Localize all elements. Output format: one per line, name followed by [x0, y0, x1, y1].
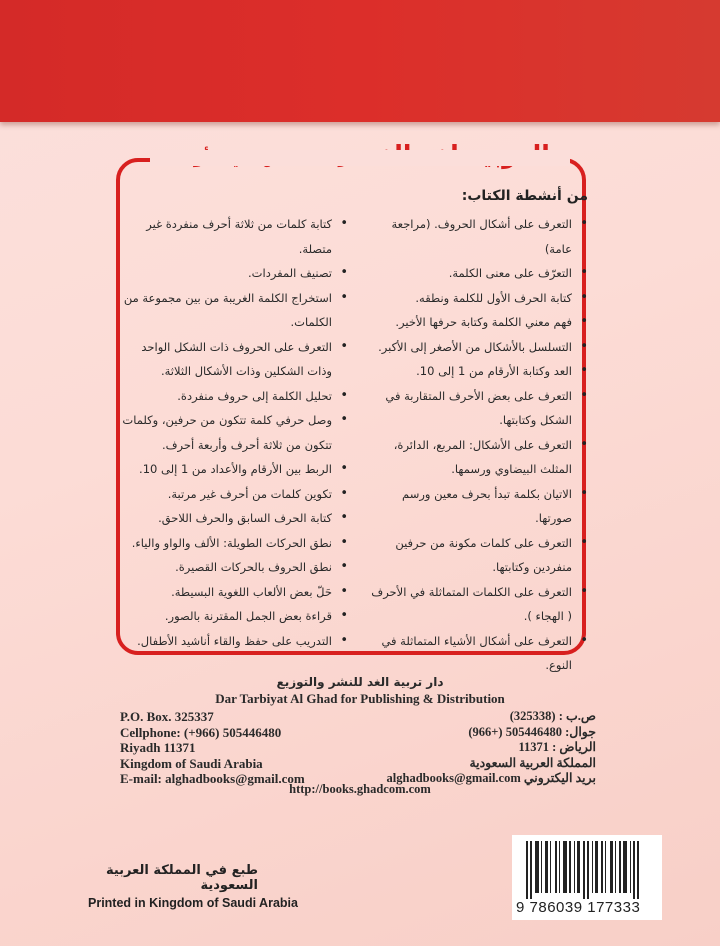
list-item: • الربط بين الأرقام والأعداد من 1 إلى 10.	[122, 457, 348, 482]
publisher-name-en: Dar Tarbiyat Al Ghad for Publishing & Distribution	[215, 691, 505, 706]
cellphone: Cellphone: (+966) 505446480	[120, 724, 282, 740]
list-item: • فهم معني الكلمة وكتابة حرفها الأخير.	[370, 310, 588, 335]
printed-in	[88, 863, 298, 910]
isbn-digits: 9 786039 177333	[516, 899, 641, 916]
list-item: • التعرف على الكلمات المتماثلة في الأحرف ( الهجاء ).	[370, 580, 588, 629]
activities-list-left	[122, 212, 348, 653]
list-item: • التعرف على كلمات مكونة من حرفين منفردين وكتابتها.	[370, 531, 588, 580]
email-ar: بريد اليكتروني alghadbooks@gmail.com	[386, 771, 596, 785]
printed-in-en: Printed in Kingdom of Saudi Arabia	[88, 896, 298, 910]
list-item: • وصل حرفي كلمة تتكون من حرفين، وكلمات تتكون من ثلاثة أحرف وأربعة أحرف.	[122, 408, 348, 457]
po-box-ar: ص.ب : (325338)	[509, 709, 596, 723]
website-url: http://books.ghadcom.com	[289, 782, 431, 796]
country-ar: المملكة العربية السعودية	[469, 755, 596, 770]
list-item: • التعرف على الأشكال: المربع، الدائرة، المثلث البيضاوي ورسمها.	[370, 433, 588, 482]
country: Kingdom of Saudi Arabia	[120, 755, 263, 771]
list-item: • استخراج الكلمة الغريبة من بين مجموعة من الكلمات.	[122, 286, 348, 335]
contact-arabic	[387, 709, 596, 787]
printed-in-ar: طبع في المملكة العربية السعودية	[105, 863, 258, 893]
isbn-barcode	[512, 835, 662, 920]
list-item: • كتابة كلمات من ثلاثة أحرف منفردة غير متصلة.	[122, 212, 348, 261]
email: E-mail: alghadbooks@gmail.com	[120, 771, 305, 786]
list-item: • تصنيف المفردات.	[122, 261, 348, 286]
list-item: • قراءة بعض الجمل المقترنة بالصور.	[122, 604, 348, 629]
frame-title-gap	[150, 150, 570, 166]
list-item: • كتابة الحرف السابق والحرف اللاحق.	[122, 506, 348, 531]
list-item: • التسلسل بالأشكال من الأصغر إلى الأكبر.	[370, 335, 588, 360]
list-item: • حَلّ بعض الألعاب اللغوية البسيطة.	[122, 580, 348, 605]
barcode-bars	[526, 841, 658, 897]
list-item: • العد وكتابة الأرقام من 1 إلى 10.	[370, 359, 588, 384]
list-item: • نطق الحروف بالحركات القصيرة.	[122, 555, 348, 580]
cover-top-band	[0, 0, 720, 122]
city: Riyadh 11371	[120, 740, 196, 755]
publisher-name-ar: دار تربية الغد للنشر والتوزيع	[276, 675, 444, 689]
list-item: • التعرّف على معنى الكلمة.	[370, 261, 588, 286]
list-item: • التعرف على أشكال الحروف. (مراجعة عامة)	[370, 212, 588, 261]
activities-list-right	[370, 212, 588, 678]
list-item: • نطق الحركات الطويلة: الألف والواو والياء.	[122, 531, 348, 556]
city-ar: الرياض : 11371	[518, 740, 596, 754]
list-item: • التدريب على حفظ والقاء أناشيد الأطفال.	[122, 629, 348, 654]
list-item: • تحليل الكلمة إلى حروف منفردة.	[122, 384, 348, 409]
publisher-block	[0, 675, 720, 707]
list-item: • التعرف على أشكال الأشياء المتماثلة في النوع.	[370, 629, 588, 678]
list-item: • التعرف على الحروف ذات الشكل الواحد وذات الشكلين وذات الأشكال الثلاثة.	[122, 335, 348, 384]
list-item: • تكوين كلمات من أحرف غير مرتبة.	[122, 482, 348, 507]
list-item: • الاتيان بكلمة تبدأ بحرف معين ورسم صورتها.	[370, 482, 588, 531]
activities-heading: من أنشطة الكتاب:	[461, 188, 588, 204]
list-item: • التعرف على بعض الأحرف المتقاربة في الشكل وكتابتها.	[370, 384, 588, 433]
list-item: • كتابة الحرف الأول للكلمة ونطقه.	[370, 286, 588, 311]
cellphone-ar: جوال: 505446480 (+966)	[468, 724, 596, 739]
contact-english	[120, 709, 305, 787]
po-box: P.O. Box. 325337	[120, 709, 214, 724]
